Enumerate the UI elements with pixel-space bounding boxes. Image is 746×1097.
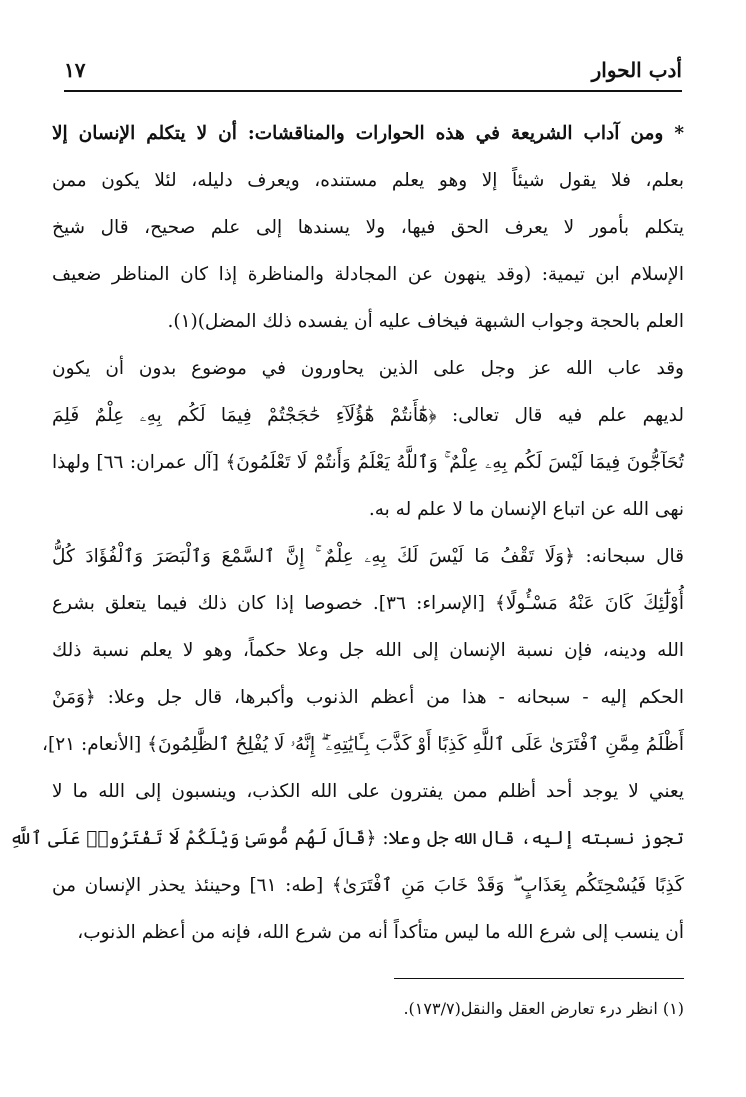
text-line-11: أُوْلَٰٓئِكَ كَانَ عَنْهُ مَسْـُٔولًا﴾ [الإسراء: ٣٦]. خصوصا إذا كان ذلك فيما يتعلق بشرع — [52, 593, 684, 614]
text-line-4: الإسلام ابن تيمية: (وقد ينهون عن المجادلة والمناظرة إذا كان المناظر ضعيف — [52, 264, 684, 285]
main-text — [9, 110, 684, 956]
footnote-divider — [394, 978, 684, 979]
text-line-6: وقد عاب الله عز وجل على الذين يحاورون في موضوع بدون أن يكون — [52, 358, 684, 379]
text-line-17: كَذِبًا فَيُسْحِتَكُم بِعَذَابٍ ۖ وَقَدْ خَابَ مَنِ ٱفْتَرَىٰ﴾ [طه: ٦١] وحينئذ يحذر الإنسان من — [52, 875, 684, 896]
text-line-8: تُحَآجُّونَ فِيمَا لَيْسَ لَكُم بِهِۦ عِلْمٌ ۚ وَٱللَّهُ يَعْلَمُ وَأَنتُمْ لَا تَعْلَمُونَ﴾ [آل عمران: ٦٦] ولهذا — [52, 452, 684, 473]
text-line-13: الحكم إليه - سبحانه - هذا من أعظم الذنوب وأكبرها، قال جل وعلا: ﴿وَمَنْ — [52, 687, 684, 708]
book-title: أدب الحوار — [591, 58, 682, 82]
text-line-10: قال سبحانه: ﴿وَلَا تَقْفُ مَا لَيْسَ لَكَ بِهِۦ عِلْمٌ ۚ إِنَّ ٱلسَّمْعَ وَٱلْبَصَرَ وَٱلْفُؤَادَ كُلُّ — [52, 546, 684, 567]
text-line-14: أَظْلَمُ مِمَّنِ ٱفْتَرَىٰ عَلَى ٱللَّهِ كَذِبًا أَوْ كَذَّبَ بِـَٔايَٰتِهِۦٓ ۗ إِنَّهُۥ لَا يُفْلِحُ ٱلظَّٰلِمُونَ﴾ [الأنعام: ٢١]، — [42, 734, 684, 755]
text-line-18: أن ينسب إلى شرع الله ما ليس متأكداً أنه من شرع الله، فإنه من أعظم الذنوب، — [77, 922, 684, 943]
text-line-1: * ومن آداب الشريعة في هذه الحوارات والمناقشات: أن لا يتكلم الإنسان إلا — [52, 123, 684, 144]
text-line-5: العلم بالحجة وجواب الشبهة فيخاف عليه أن يفسده ذلك المضل)(١). — [167, 311, 684, 332]
text-line-16: تجوز نسبته إليه، قال الله جل وعلا: ﴿قَالَ لَهُم مُّوسَىٰ وَيْلَكُمْ لَا تَفْتَرُوا۟ عَلَى ٱللَّهِ — [9, 828, 684, 849]
page-number: ١٧ — [64, 58, 86, 82]
text-line-7: لديهم علم فيه قال تعالى: ﴿هَٰٓأَنتُمْ هَٰٓؤُلَآءِ حَٰجَجْتُمْ فِيمَا لَكُم بِهِۦ عِلْمٌ فَلِمَ — [52, 405, 684, 426]
footnote: (١) انظر درء تعارض العقل والنقل(١٧٣/٧). — [403, 999, 684, 1018]
text-line-2: بعلم، فلا يقول شيئاً إلا وهو يعلم مستنده، ويعرف دليله، لئلا يكون ممن — [52, 170, 684, 191]
page-header — [64, 50, 682, 92]
text-line-9: نهى الله عن اتباع الإنسان ما لا علم له به. — [368, 499, 684, 520]
text-line-12: الله ودينه، فإن نسبة الإنسان إلى الله جل وعلا حكماً، وهو لا يعلم نسبة ذلك — [52, 640, 684, 661]
text-line-15: يعني لا يوجد أحد أظلم ممن يفترون على الله الكذب، وينسبون إلى الله ما لا — [52, 781, 684, 802]
text-line-3: يتكلم بأمور لا يعرف الحق فيها، ولا يسندها إلى علم صحيح، قال شيخ — [52, 217, 684, 238]
